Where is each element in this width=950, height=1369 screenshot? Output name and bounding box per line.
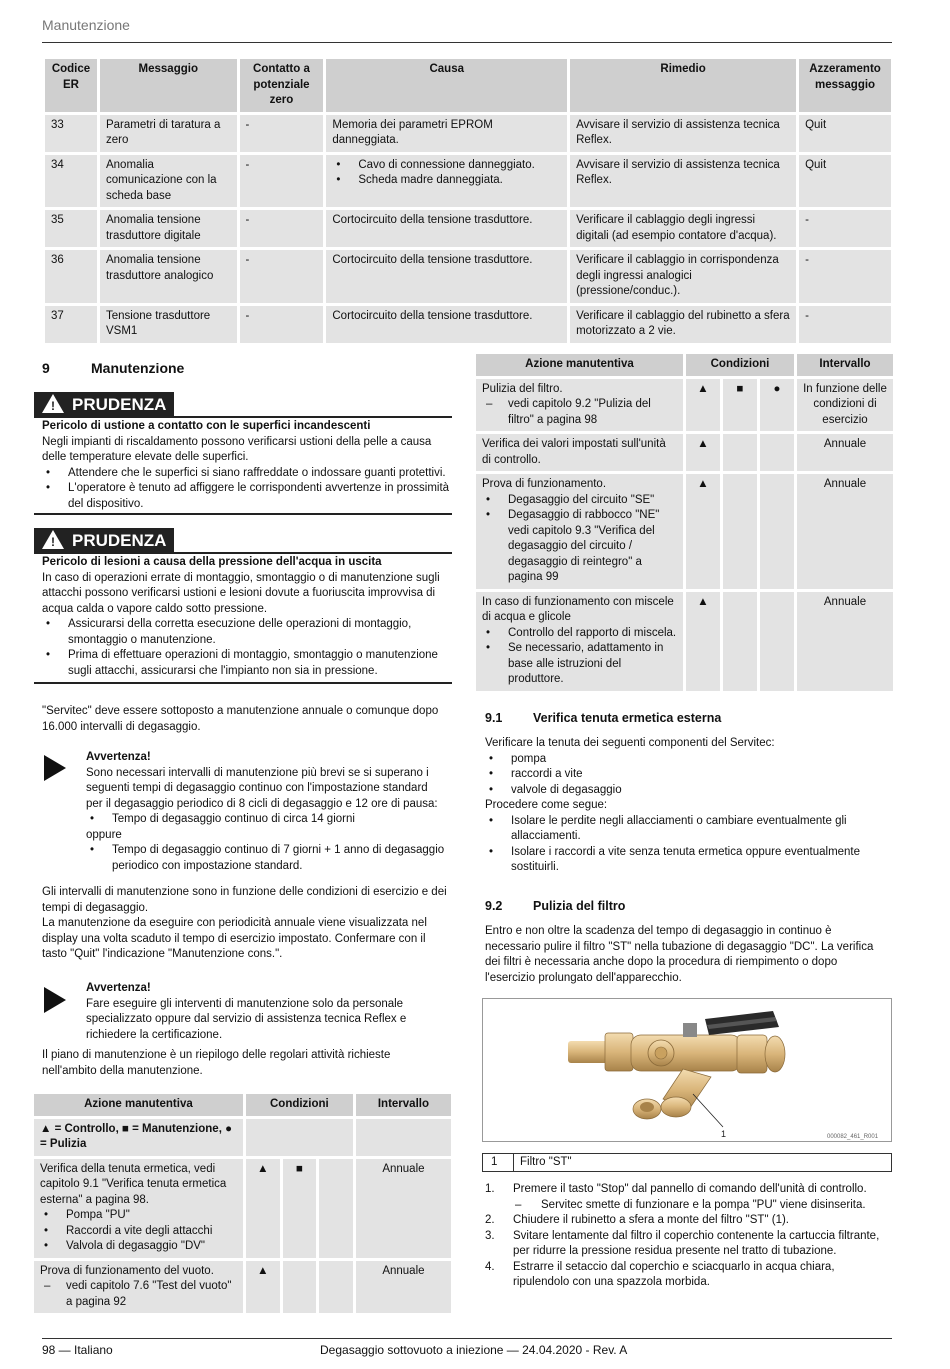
procedure-steps	[485, 1182, 890, 1291]
table-row	[476, 474, 893, 589]
cell: Cortocircuito della tensione trasduttore.	[326, 250, 567, 303]
table-row	[45, 155, 891, 208]
condition-cell	[319, 1159, 353, 1258]
warning-rule	[34, 682, 452, 684]
warning-rule	[34, 552, 452, 554]
cell: Quit	[799, 155, 891, 208]
cell: Anomalia comunicazione con la scheda base	[100, 155, 237, 208]
table-row	[476, 434, 893, 471]
filter-valve-illustration	[483, 999, 891, 1141]
cell: Verifica della tenuta ermetica, vedi capitolo 9.1 "Verifica tenuta ermetica esterna" a pagina 98. • Pompa "PU" • Raccordi a vite degli attacchi • Valvola di degasaggio "DV"	[34, 1159, 243, 1258]
cell: Memoria dei parametri EPROM danneggiata.	[326, 115, 567, 152]
condition-cell	[283, 1261, 317, 1314]
paragraph: Gli intervalli di manutenzione sono in funzione delle condizioni di esercizio e dei tempi di degasaggio. La manutenzione da eseguire con periodicità annuale viene visualizzata nel display una volta scaduto il tempo di esercizio impostato. Confermare con il tasto "Quit" l'indicazione "Manutenzione cons.".	[42, 886, 447, 961]
cell: Parametri di taratura a zero	[100, 115, 237, 152]
cell: -	[799, 306, 891, 343]
list-item: • Degasaggio di rabbocco "NE" vedi capitolo 9.3 "Verifica del degasaggio del circuito / degasaggio di reintegro" a pagina 99	[482, 508, 677, 586]
col-cause: Causa	[326, 59, 567, 112]
cell: Verificare il cablaggio in corrispondenza degli ingressi analogici (pressione/conduc.).	[570, 250, 796, 303]
cell: Verificare il cablaggio degli ingressi digitali (ad esempio contatore d'acqua).	[570, 210, 796, 247]
warning-2-body	[42, 555, 450, 679]
list-item: • Cavo di connessione danneggiato.	[332, 158, 561, 174]
note-arrow-icon	[44, 755, 66, 781]
cell: Verifica dei valori impostati sull'unità di controllo.	[476, 434, 683, 471]
list-item: 2. Chiudere il rubinetto a sfera a monte del filtro "ST" (1).	[485, 1214, 789, 1227]
cell: 34	[45, 155, 97, 208]
condition-cell: ■	[283, 1159, 317, 1258]
condition-cell: ▲	[686, 379, 720, 432]
list-item: • Degasaggio del circuito "SE"	[482, 493, 677, 509]
col-conditions: Condizioni	[686, 354, 794, 376]
cell: Verificare il cablaggio del rubinetto a sfera motorizzato a 2 vie.	[570, 306, 796, 343]
legend-number: 1	[491, 1156, 498, 1168]
note-2	[86, 981, 446, 1043]
list-item: • Raccordi a vite degli attacchi	[40, 1224, 237, 1240]
running-header: Manutenzione	[42, 17, 130, 33]
cell: 37	[45, 306, 97, 343]
filter-figure	[482, 998, 892, 1142]
col-message: Messaggio	[100, 59, 237, 112]
table-row	[45, 115, 891, 152]
table-row	[476, 592, 893, 691]
warning-heading: Pericolo di lesioni a causa della pressione dell'acqua in uscita	[42, 556, 382, 568]
table-row	[45, 306, 891, 343]
cell: Anomalia tensione trasduttore digitale	[100, 210, 237, 247]
maintenance-table-right	[473, 351, 896, 694]
list-item: 3. Svitare lentamente dal filtro il coperchio contenente la cartuccia filtrante, per ridurre la pressione residua presente nel tratto di tubazione.	[485, 1229, 880, 1258]
interval-cell: In funzione delle condizioni di esercizio	[797, 379, 893, 432]
cell: 33	[45, 115, 97, 152]
cell: Quit	[799, 115, 891, 152]
warning-label: ! PRUDENZA	[34, 528, 174, 552]
interval-cell: Annuale	[356, 1159, 451, 1258]
note-arrow-icon	[44, 987, 66, 1013]
section-9-2-title: Pulizia del filtro	[533, 899, 626, 913]
col-action: Azione manutentiva	[34, 1094, 243, 1116]
section-9-1-title: Verifica tenuta ermetica esterna	[533, 711, 722, 725]
legend-cell: ▲ = Controllo, ■ = Manutenzione, ● = Pulizia	[34, 1119, 243, 1156]
list-item: • Prima di effettuare operazioni di montaggio, smontaggio o manutenzione sugli attacchi, assicurarsi che l'impianto non sia in pressione.	[42, 648, 450, 679]
condition-cell: ▲	[686, 592, 720, 691]
paragraph: Il piano di manutenzione è un riepilogo delle regolari attività richieste nell'ambito della manutenzione.	[42, 1049, 391, 1077]
condition-cell: ■	[723, 379, 757, 432]
list-item: • pompa	[485, 752, 890, 768]
table-row	[34, 1119, 451, 1156]
cell: 35	[45, 210, 97, 247]
warning-text: Negli impianti di riscaldamento possono verificarsi ustioni della pelle a causa delle temperature elevate delle superfici.	[42, 435, 432, 464]
warning-label: ! PRUDENZA	[34, 392, 174, 416]
table-row	[45, 250, 891, 303]
condition-cell	[319, 1261, 353, 1314]
col-conditions: Condizioni	[246, 1094, 353, 1116]
col-interval: Intervallo	[797, 354, 893, 376]
cell: Prova di funzionamento. • Degasaggio del circuito "SE" • Degasaggio di rabbocco "NE" vedi capitolo 9.3 "Verifica del degasaggio del circuito / degasaggio di reintegro" a pagina 99	[476, 474, 683, 589]
list-item: • Tempo di degasaggio continuo di circa 14 giorni	[86, 812, 446, 828]
list-item: – vedi capitolo 7.6 "Test del vuoto" a pagina 92	[40, 1279, 237, 1310]
interval-cell: Annuale	[797, 434, 893, 471]
list-item: • Valvola di degasaggio "DV"	[40, 1239, 237, 1255]
list-item: 1. Premere il tasto "Stop" dal pannello di comando dell'unità di controllo.	[485, 1183, 867, 1195]
footer-document-title: Degasaggio sottovuoto a iniezione — 24.04.2020 - Rev. A	[320, 1343, 628, 1357]
cell: Pulizia del filtro. – vedi capitolo 9.2 "Pulizia del filtro" a pagina 98	[476, 379, 683, 432]
interval-cell: Annuale	[797, 474, 893, 589]
cell: Avvisare il servizio di assistenza tecnica Reflex.	[570, 155, 796, 208]
list-item: • Assicurarsi della corretta esecuzione delle operazioni di montaggio, smontaggio o manutenzione.	[42, 617, 450, 648]
interval-cell: Annuale	[356, 1261, 451, 1314]
list-item: – Servitec smette di funzionare e la pompa "PU" viene disinserita.	[515, 1198, 866, 1211]
figure-code: 000082_461_R001	[827, 1134, 879, 1140]
warning-text: In caso di operazioni errate di montaggio, smontaggio o di manutenzione sugli attacchi possono verificarsi ustioni e lesioni dovute a fuoriuscita improvvisa di acqua calda o vapore caldo sotto pressione.	[42, 571, 440, 615]
condition-cell: ●	[760, 379, 794, 432]
list-item: • Controllo del rapporto di miscela.	[482, 626, 677, 642]
warning-1-body	[42, 419, 450, 512]
figure-legend	[482, 1153, 892, 1172]
legend-label: Filtro "ST"	[520, 1156, 572, 1168]
note-title: Avvertenza!	[86, 751, 151, 763]
table-row	[34, 1261, 451, 1314]
list-item: • Pompa "PU"	[40, 1208, 237, 1224]
warning-heading: Pericolo di ustione a contatto con le superfici incandescenti	[42, 420, 371, 432]
header-rule	[42, 42, 892, 43]
cell	[326, 155, 567, 208]
section-9-2-number: 9.2	[485, 899, 503, 913]
section-9-2-text: Entro e non oltre la scadenza del tempo di degasaggio in continuo è necessario pulire il filtro "ST" nella tubazione di degasaggio "DC". La verifica dei filtri è necessaria anche dopo la procedura di riempimento o dopo l'esercizio prolungato dell'apparecchio.	[485, 925, 874, 984]
footer-rule	[42, 1338, 892, 1339]
col-contact: Contatto a potenziale zero	[240, 59, 324, 112]
figure-callout: 1	[721, 1129, 727, 1139]
cell: Tensione trasduttore VSM1	[100, 306, 237, 343]
note-title: Avvertenza!	[86, 982, 151, 994]
col-interval: Intervallo	[356, 1094, 451, 1116]
table-row	[476, 379, 893, 432]
warning-rule	[34, 513, 452, 515]
list-item: • valvole di degasaggio	[485, 783, 890, 799]
list-item: 4. Estrarre il setaccio dal coperchio e sciacquarlo in acqua chiara, ripulendolo con una spazzola morbida.	[485, 1260, 835, 1289]
cell: -	[240, 210, 324, 247]
paragraph: "Servitec" deve essere sottoposto a manutenzione annuale o comunque dopo 16.000 intervalli di degasaggio.	[42, 705, 439, 733]
cell: Anomalia tensione trasduttore analogico	[100, 250, 237, 303]
list-item: • Isolare le perdite negli allacciamenti o cambiare eventualmente gli allacciamenti.	[485, 814, 890, 845]
col-code: Codice ER	[45, 59, 97, 112]
note-text: Sono necessari intervalli di manutenzione più brevi se si superano i seguenti tempi di degasaggio continuo con l'impostazione standard per il degasaggio periodico di 8 cicli di degasaggio e 12 ore di pausa:	[86, 766, 438, 810]
cell: -	[240, 250, 324, 303]
section-9-1-body: Verificare la tenuta dei seguenti componenti del Servitec: • pompa • raccordi a vite • valvole di degasaggio Procedere come segue: • Isolare le perdite negli allacciamenti o cambiare eventualmente gli allacciamenti. • Isolare i raccordi a vite senza tenuta ermetica oppure eventualmente sostituirli.	[485, 736, 890, 876]
col-action: Azione manutentiva	[476, 354, 683, 376]
list-item: • raccordi a vite	[485, 767, 890, 783]
warning-rule	[34, 416, 452, 418]
page-number: 98 — Italiano	[42, 1343, 113, 1357]
list-item: • Se necessario, adattamento in base alle istruzioni del produttore.	[482, 641, 677, 688]
cell: -	[240, 155, 324, 208]
condition-cell: ▲	[246, 1261, 280, 1314]
cell: -	[240, 115, 324, 152]
condition-cell: ▲	[246, 1159, 280, 1258]
list-item: • Tempo di degasaggio continuo di 7 giorni + 1 anno di degasaggio periodico con impostazione standard.	[86, 843, 446, 874]
cell: 36	[45, 250, 97, 303]
section-9-number: 9	[42, 360, 50, 376]
list-item: • Scheda madre danneggiata.	[332, 173, 561, 189]
interval-cell: Annuale	[797, 592, 893, 691]
cell: Cortocircuito della tensione trasduttore.	[326, 210, 567, 247]
note-1	[86, 750, 446, 874]
cell: Prova di funzionamento del vuoto. – vedi capitolo 7.6 "Test del vuoto" a pagina 92	[34, 1261, 243, 1314]
cell: -	[799, 210, 891, 247]
list-item: – vedi capitolo 9.2 "Pulizia del filtro" a pagina 98	[482, 397, 677, 428]
note-text: Fare eseguire gli interventi di manutenzione solo da personale specializzato oppure dal servizio di assistenza tecnica Reflex e richiedere la certificazione.	[86, 997, 407, 1041]
cell: Avvisare il servizio di assistenza tecnica Reflex.	[570, 115, 796, 152]
list-item: • Attendere che le superfici si siano raffreddate o indossare guanti protettivi.	[42, 466, 450, 482]
col-reset: Azzeramento messaggio	[799, 59, 891, 112]
list-item: • L'operatore è tenuto ad affiggere le corrispondenti avvertenze in prossimità del dispositivo.	[42, 481, 450, 512]
condition-cell: ▲	[686, 434, 720, 471]
col-remedy: Rimedio	[570, 59, 796, 112]
cell: -	[799, 250, 891, 303]
error-table	[42, 56, 894, 346]
table-row	[45, 210, 891, 247]
list-item: • Isolare i raccordi a vite senza tenuta ermetica oppure eventualmente sostituirli.	[485, 845, 890, 876]
table-row	[34, 1159, 451, 1258]
section-9-1-number: 9.1	[485, 711, 503, 725]
condition-cell: ▲	[686, 474, 720, 589]
cell: Cortocircuito della tensione trasduttore.	[326, 306, 567, 343]
maintenance-table-left	[31, 1091, 454, 1316]
section-9-title: Manutenzione	[91, 360, 185, 376]
cell: -	[240, 306, 324, 343]
cell: In caso di funzionamento con miscele di acqua e glicole • Controllo del rapporto di miscela. • Se necessario, adattamento in base alle istruzioni del produttore.	[476, 592, 683, 691]
note-or: oppure	[86, 828, 122, 841]
